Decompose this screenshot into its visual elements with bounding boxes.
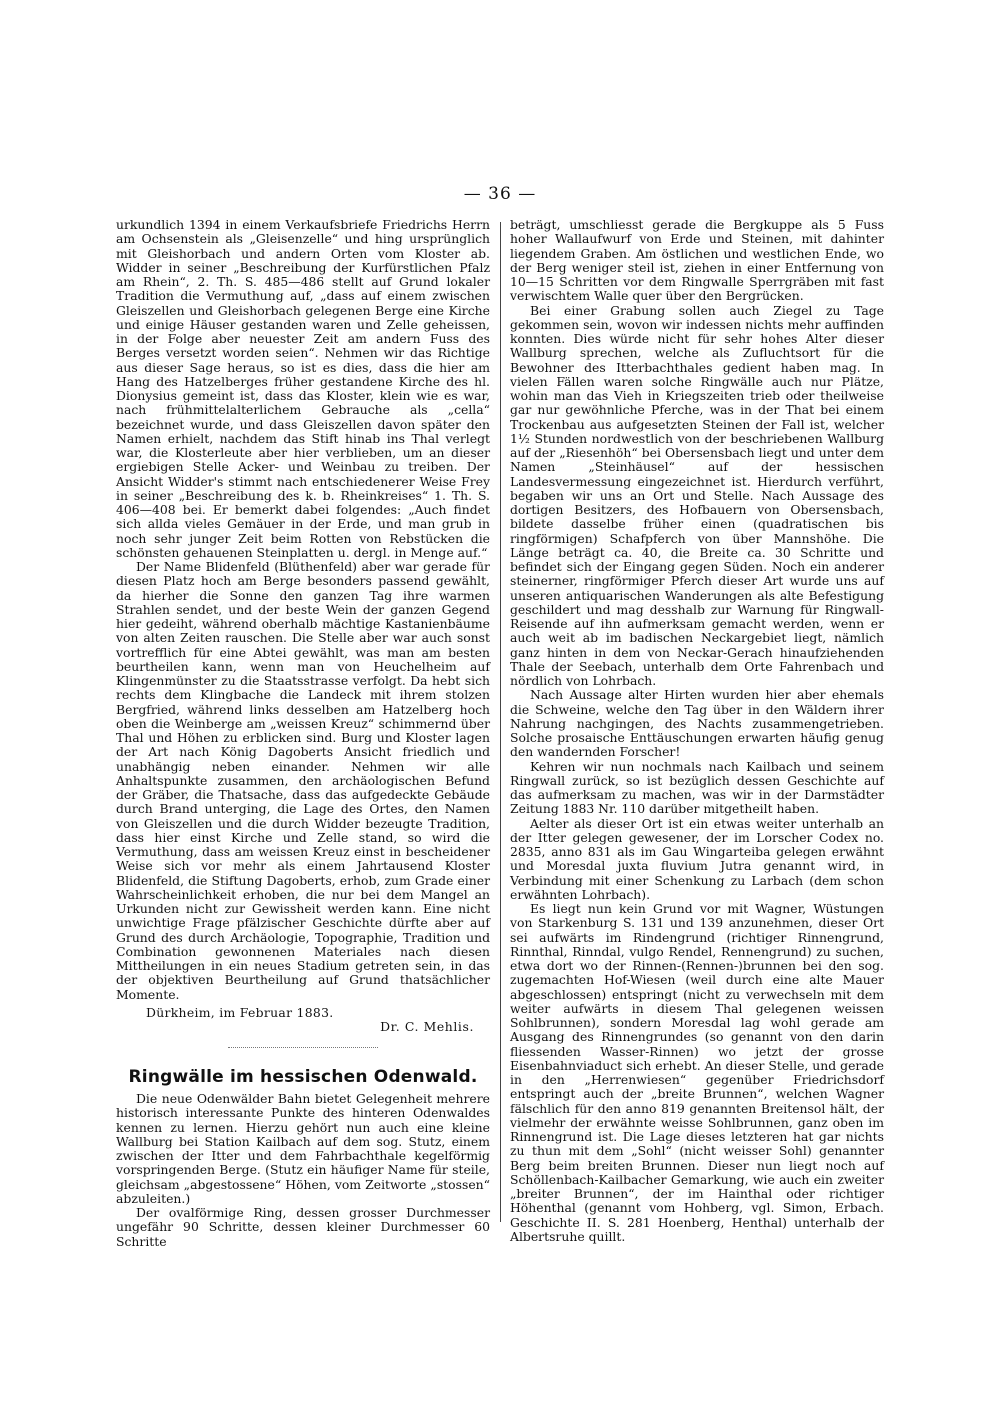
paragraph: Der Name Blidenfeld (Blüthenfeld) aber war gerade für diesen Platz hoch am Berge besonders passend gewählt, da hierher die Sonne den ganzen Tag ihre warmen Strahlen sendet, und der beste Wein der ganzen Gegend hier gedeiht, während oberhalb mächtige Kastanienbäume von alten Zeiten rauschen. Die Stelle aber war auch sonst vortrefflich für eine Abtei gewählt, was man am besten beurtheilen kann, wenn man von Heuchelheim auf Klingenmünster zu die Staatsstrasse verfolgt. Da hebt sich rechts dem Klingbache die Landeck mit ihrem stolzen Bergfried, während links desselben am Hatzelberg hoch oben die Weinberge am „weissen Kreuz“ schimmernd über Thal und Höhen zu erblicken sind. Burg und Kloster lagen der Art nach König Dagoberts Ansicht friedlich und unabhängig neben einander. Nehmen wir alle Anhaltspunkte zusammen, den archäologischen Befund der Gräber, die Thatsache, dass das aufgedeckte Gebäude durch Brand unterging, die Lage des Ortes, den Namen von Gleiszellen und die durch Widder bezeugte Tradition, dass hier einst Kirche und Zelle stand, so wird die Vermuthung, dass am weissen Kreuz einst in bescheidener Weise sich vor mehr als einem Jahrtausend Kloster Blidenfeld, die Stiftung Dagoberts, erhob, zum Grade einer Wahrscheinlichkeit erhoben, die nur bei dem Mangel an Urkunden nicht zur Gewissheit werden kann. Eine nicht unwichtige Frage pfälzischer Geschichte dürfte aber auf Grund des durch Archäologie, Topographie, Tradition und Combination gewonnenen Materiales nach diesen Mittheilungen in ein neues Stadium getreten sein, in das der objektiven Beurtheilung auf Grund thatsächlicher Momente. [116,559,490,1002]
signature-place: Dürkheim, im Februar 1883. [146,1004,334,1020]
section-divider [228,1047,378,1048]
column-rule [500,222,501,1222]
paragraph: Die neue Odenwälder Bahn bietet Gelegenheit mehrere historisch interessante Punkte des hinteren Odenwaldes kennen zu lernen. Hierzu gehört nun auch eine kleine Wallburg bei Station Kailbach auf dem sog. Stutz, einem zwischen der Itter und dem Fahrbachthale kegelförmig vorspringenden Berge. (Stutz ein häufiger Name für steile, gleichsam „abgestossene“ Höhen, vom Zeitworte „stossen“ abzuleiten.) [116,1091,490,1206]
page-number: — 36 — [463,184,537,204]
paragraph: Es liegt nun kein Grund vor mit Wagner, Wüstungen von Starkenburg S. 131 und 139 anzunehmen, dieser Ort sei aufwärts im Rindengrund (richtiger Rinnengrund, Rinnthal, Rinndal, vulgo Rendel, Rennengrund) zu suchen, etwa dort wo der Rinnen-(Rennen-)brunnen bei den sog. zugemachten Hof-Wiesen (weil durch eine alte Mauer abgeschlossen) entspringt (nicht zu verwechseln mit dem weiter aufwärts in diesem Thal gelegenen weissen Sohlbrunnen), sondern Moresdal lag wohl gerade am Ausgang des Rinnengrundes (so genannt von den darin fliessenden Wasser-Rinnen) wo jetzt der grosse Eisenbahnviaduct sich erhebt. An dieser Stelle, und gerade in den „Herrenwiesen“ gegenüber Friedrichsdorf entspringt auch der „breite Brunnen“, welchen Wagner fälschlich für den anno 819 genannten Breitensol hält, der vielmehr der erwähnte weisse Sohlbrunnen, ganz oben im Rinnengrund ist. Die Lage dieses letzteren hat gar nichts zu thun mit dem „Sohl“ (nicht weisser Sohl) genannter Berg beim breiten Brunnen. Dieser nun liegt noch auf Schöllenbach-Kailbacher Gemarkung, wie auch ein zweiter „breiter Brunnen“, der im Hainthal oder richtiger Höhenthal (genannt vom Hohberg, vgl. Simon, Erbach. Geschichte II. S. 281 Hoenberg, Henthal) unterhalb der Albertsruhe quillt. [510,901,884,1244]
paragraph: Kehren wir nun nochmals nach Kailbach und seinem Ringwall zurück, so ist bezüglich dessen Geschichte auf das aufmerksam zu machen, was wir in der Darmstädter Zeitung 1883 Nr. 110 darüber mitgetheilt haben. [510,758,884,817]
signature-block [116,1006,490,1034]
paragraph: Aelter als dieser Ort ist ein etwas weiter unterhalb an der Itter gelegen gewesener, der im Lorscher Codex no. 2835, anno 831 als im Gau Wingarteiba gelegen erwähnt und Moresdal juxta fluvium Jutra genannt wird, in Verbindung mit einer Schenkung zu Larbach (dem schon erwähnten Lohrbach). [510,815,884,902]
right-column [510,218,884,1244]
section-title: Ringwälle im hessischen Odenwald. [128,1066,478,1087]
paragraph: Der ovalförmige Ring, dessen grosser Durchmesser ungefähr 90 Schritte, dessen kleiner Durchmesser 60 Schritte [116,1205,490,1249]
paragraph: beträgt, umschliesst gerade die Bergkuppe als 5 Fuss hoher Wallaufwurf von Erde und Steinen, mit dahinter liegendem Graben. Am östlichen und westlichen Ende, wo der Berg weniger steil ist, ziehen in einer Entfernung von 10—15 Schritten vor dem Ringwalle Sperrgräben mit fast verwischtem Walle quer über den Bergrücken. [510,217,884,304]
signature-name: Dr. C. Mehlis. [380,1018,474,1034]
paragraph: Nach Aussage alter Hirten wurden hier aber ehemals die Schweine, welche den Tag über in den Wäldern ihrer Nahrung nachgingen, des Nachts zusammengetrieben. Solche prosaische Enttäuschungen erwarten häufig genug den wandernden Forscher! [510,687,884,760]
paragraph: urkundlich 1394 in einem Verkaufsbriefe Friedrichs Herrn am Ochsenstein als „Gleisenzelle“ und hing ursprünglich mit Gleishorbach und andern Orten vom Kloster ab. Widder in seiner „Beschreibung der Kurfürstlichen Pfalz am Rhein“, 2. Th. S. 485—486 stellt auf Grund lokaler Tradition die Vermuthung auf, „dass auf einem zwischen Gleiszellen und Gleishorbach gelegenen Berge eine Kirche und einige Häuser gestanden waren und Zelle geheissen, in der Folge aber neuester Zeit am andern Fuss des Berges versetzt worden seien“. Nehmen wir das Richtige aus dieser Sage heraus, so ist es dies, dass die hier am Hang des Hatzelberges früher gestandene Kirche des hl. Dionysius gemeint ist, dass das Kloster, klein wie es war, nach frühmittelalterlichem Gebrauche als „cella“ bezeichnet wurde, und dass Gleiszellen davon später den Namen erhielt, nachdem das Stift hinab ins Thal verlegt war, die Klosterleute aber hier verblieben, um an dieser ergiebigen Stelle Acker- und Weinbau zu treiben. Der Ansicht Widder's stimmt nach entschiedenerer Weise Frey in seiner „Beschreibung des k. b. Rheinkreises“ 1. Th. S. 406—408 bei. Er bemerkt dabei folgendes: „Auch findet sich allda vieles Gemäuer in der Erde, und man grub in noch sehr junger Zeit beim Rotten von Rebstücken die schönsten gehauenen Steinplatten u. dergl. in Menge auf.“ [116,217,490,560]
left-column [116,218,490,1249]
paragraph: Bei einer Grabung sollen auch Ziegel zu Tage gekommen sein, wovon wir indessen nichts mehr auffinden konnten. Dies würde nicht für sehr hohes Alter dieser Wallburg sprechen, welche als Zufluchtsort für die Bewohner des Itterbachthales gedient haben mag. In vielen Fällen waren solche Ringwälle auch nur Plätze, wohin man das Vieh in Kriegszeiten trieb oder theilweise gar nur gewöhnliche Pferche, was in der That bei einem Trockenbau aus aufgesetzten Steinen der Fall ist, welcher 1½ Stunden nordwestlich von der beschriebenen Wallburg auf der „Riesenhöh“ bei Obersensbach liegt und unter dem Namen „Steinhäusel“ auf der hessischen Landesvermessung eingezeichnet ist. Hierdurch verführt, begaben wir uns an Ort und Stelle. Nach Aussage des dortigen Besitzers, des Hofbauern von Obersensbach, bildete dasselbe früher einen (quadratischen bis ringförmigen) Schafpferch von über Mannshöhe. Die Länge beträgt ca. 40, die Breite ca. 30 Schritte und befindet sich der Eingang gegen Süden. Noch ein anderer steinerner, ringförmiger Pferch dieser Art wurde uns auf unseren antiquarischen Wanderungen als alte Befestigung geschildert und mag desshalb zur Warnung für Ringwall-Reisende auf ihn aufmerksam gemacht werden, wenn er auch weit ab im badischen Neckargebiet liegt, nämlich ganz hinten in dem von Neckar-Gerach hinaufziehenden Thale der Seebach, unterhalb dem Orte Fahrenbach und nördlich von Lohrbach. [510,302,884,688]
